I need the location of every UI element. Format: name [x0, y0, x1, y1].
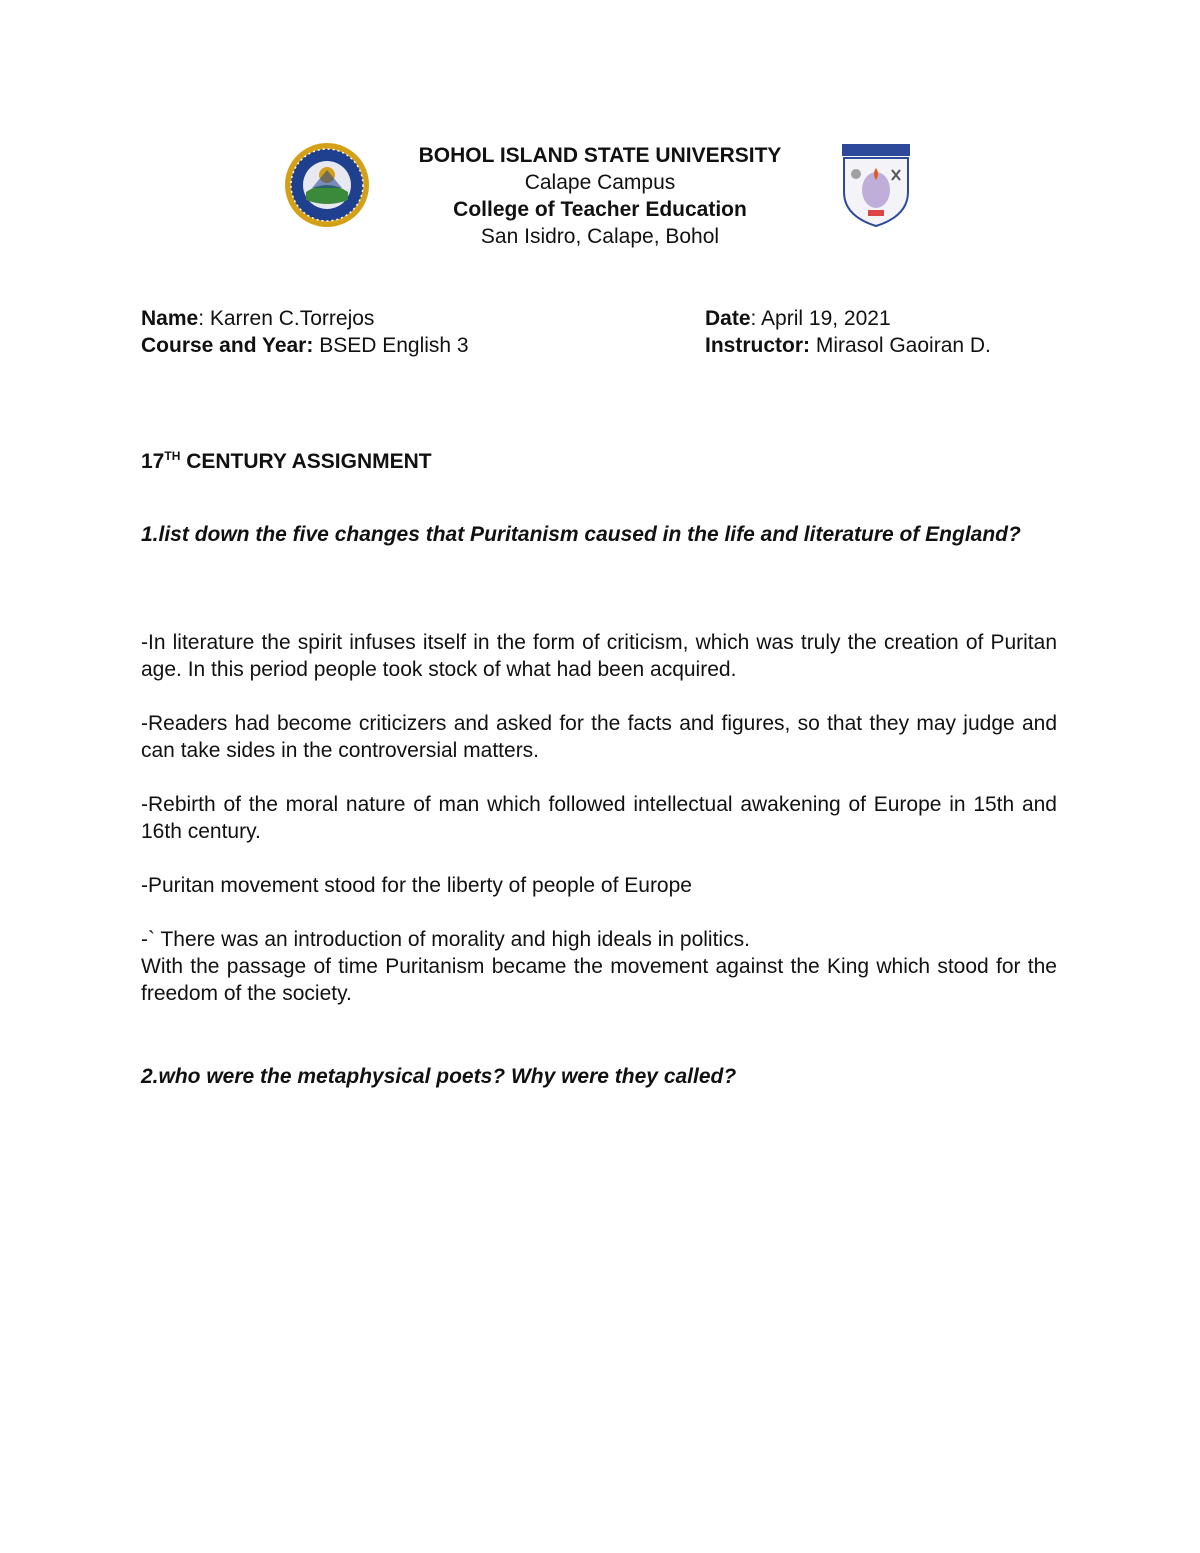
instructor-label: Instructor:	[705, 334, 810, 357]
shield-book	[868, 210, 884, 216]
answer-paragraph: -In literature the spirit infuses itself in the form of criticism, which was truly the creation of Puritan age. In this period people took stock of what had been acquired.	[141, 631, 1057, 681]
course-value: BSED English 3	[313, 334, 469, 357]
answer-paragraph: -` There was an introduction of morality and high ideals in politics.	[141, 928, 750, 951]
shield-banner	[842, 144, 910, 156]
answer-paragraph: -Readers had become criticizers and asked for the facts and figures, so that they may judge and can take sides in the controversial matters.	[141, 712, 1057, 762]
assignment-title	[141, 450, 432, 474]
course-label: Course and Year:	[141, 334, 314, 357]
college-shield-logo	[840, 142, 912, 228]
question-1: 1.list down the five changes that Puritanism caused in the life and literature of England?	[141, 523, 1021, 546]
instructor-line	[705, 332, 991, 359]
title-number: 17	[141, 450, 165, 473]
answer-paragraph: With the passage of time Puritanism became the movement against the King which stood for the freedom of the society.	[141, 955, 1057, 1005]
name-label: Name	[141, 307, 199, 330]
course-year-line	[141, 332, 469, 359]
date-line	[705, 305, 891, 332]
date-label: Date	[705, 307, 751, 330]
shield-symbol-left	[851, 169, 861, 179]
question-2: 2.who were the metaphysical poets? Why were they called?	[141, 1065, 737, 1088]
title-superscript: TH	[164, 449, 181, 463]
answer-paragraph: -Puritan movement stood for the liberty of people of Europe	[141, 874, 692, 897]
university-name: BOHOL ISLAND STATE UNIVERSITY	[418, 144, 782, 167]
date-value: : April 19, 2021	[750, 307, 891, 330]
instructor-value: Mirasol Gaoiran D.	[810, 334, 991, 357]
student-name-line	[141, 305, 374, 332]
answer-paragraph: -Rebirth of the moral nature of man which followed intellectual awakening of Europe in 15th and 16th century.	[141, 793, 1057, 843]
campus-name: Calape Campus	[524, 171, 676, 194]
name-value: : Karren C.Torrejos	[198, 307, 375, 330]
title-rest: CENTURY ASSIGNMENT	[180, 450, 432, 473]
document-header	[300, 142, 900, 250]
campus-address: San Isidro, Calape, Bohol	[480, 225, 720, 248]
college-name: College of Teacher Education	[453, 198, 747, 221]
